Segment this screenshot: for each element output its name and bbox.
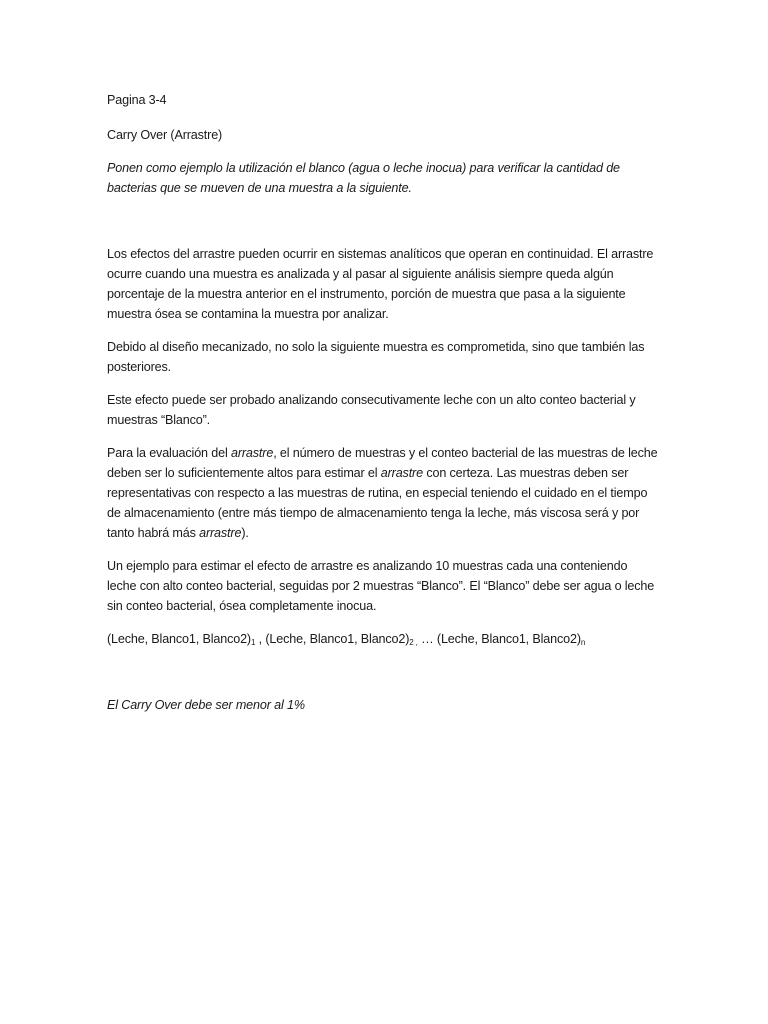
- paragraph-test-method: Este efecto puede ser probado analizando consecutivamente leche con un alto conteo bacterial y muestras “Blanco”.: [107, 393, 636, 427]
- paragraph-evaluation: [107, 443, 659, 543]
- evaluation-emphasis-3: arrastre: [199, 526, 242, 540]
- page-number: Pagina 3-4: [107, 93, 167, 107]
- evaluation-text-1: Para la evaluación del: [107, 446, 231, 460]
- formula-separator-1: ,: [255, 632, 266, 646]
- evaluation-emphasis-2: arrastre: [380, 466, 423, 480]
- intro-paragraph: Ponen como ejemplo la utilización el blanco (agua o leche inocua) para verificar la cantidad de bacterias que se mueven de una muestra a la siguiente.: [107, 161, 620, 195]
- section-title: Carry Over (Arrastre): [107, 128, 223, 142]
- formula-separator-2: …: [417, 632, 437, 646]
- evaluation-text-3: con certeza. Las muestras deben ser representativas con respecto a las muestras de rutina, en especial teniendo el cuidado en el tiempo de almacenamiento (entre más tiempo de almacenamiento tenga la leche, más viscosa será y por tanto habrá más: [107, 466, 648, 540]
- paragraph-carryover-effects: Los efectos del arrastre pueden ocurrir en sistemas analíticos que operan en continuidad. El arrastre ocurre cuando una muestra es analizada y al pasar al siguiente análisis siempre queda algún porcentaje de la muestra anterior en el instrumento, porción de muestra que pasa a la siguiente muestra ósea se contamina la muestra por analizar.: [107, 247, 654, 321]
- evaluation-emphasis-1: arrastre: [230, 446, 274, 460]
- conclusion-statement: El Carry Over debe ser menor al 1%: [107, 698, 305, 712]
- paragraph-mechanized-design: Debido al diseño mecanizado, no solo la siguiente muestra es comprometida, sino que también las posteriores.: [107, 340, 645, 374]
- sample-sequence-formula: [107, 629, 659, 649]
- evaluation-text-4: ).: [241, 526, 249, 540]
- formula-group-3: (Leche, Blanco1, Blanco2): [436, 632, 581, 646]
- formula-subscript-1: 1: [250, 638, 256, 647]
- formula-subscript-n: n: [580, 638, 586, 647]
- formula-group-1: (Leche, Blanco1, Blanco2): [107, 632, 251, 646]
- evaluation-text-2: , el número de muestras y el conteo bacterial de las muestras de leche deben ser lo suficientemente altos para estimar el: [107, 446, 658, 480]
- document-body: [107, 90, 659, 715]
- paragraph-example: Un ejemplo para estimar el efecto de arrastre es analizando 10 muestras cada una conteniendo leche con alto conteo bacterial, seguidas por 2 muestras “Blanco”. El “Blanco” debe ser agua o leche sin conteo bacterial, ósea completamente inocua.: [107, 559, 655, 613]
- formula-subscript-2: 2 ,: [409, 638, 418, 647]
- formula-group-2: (Leche, Blanco1, Blanco2): [265, 632, 410, 646]
